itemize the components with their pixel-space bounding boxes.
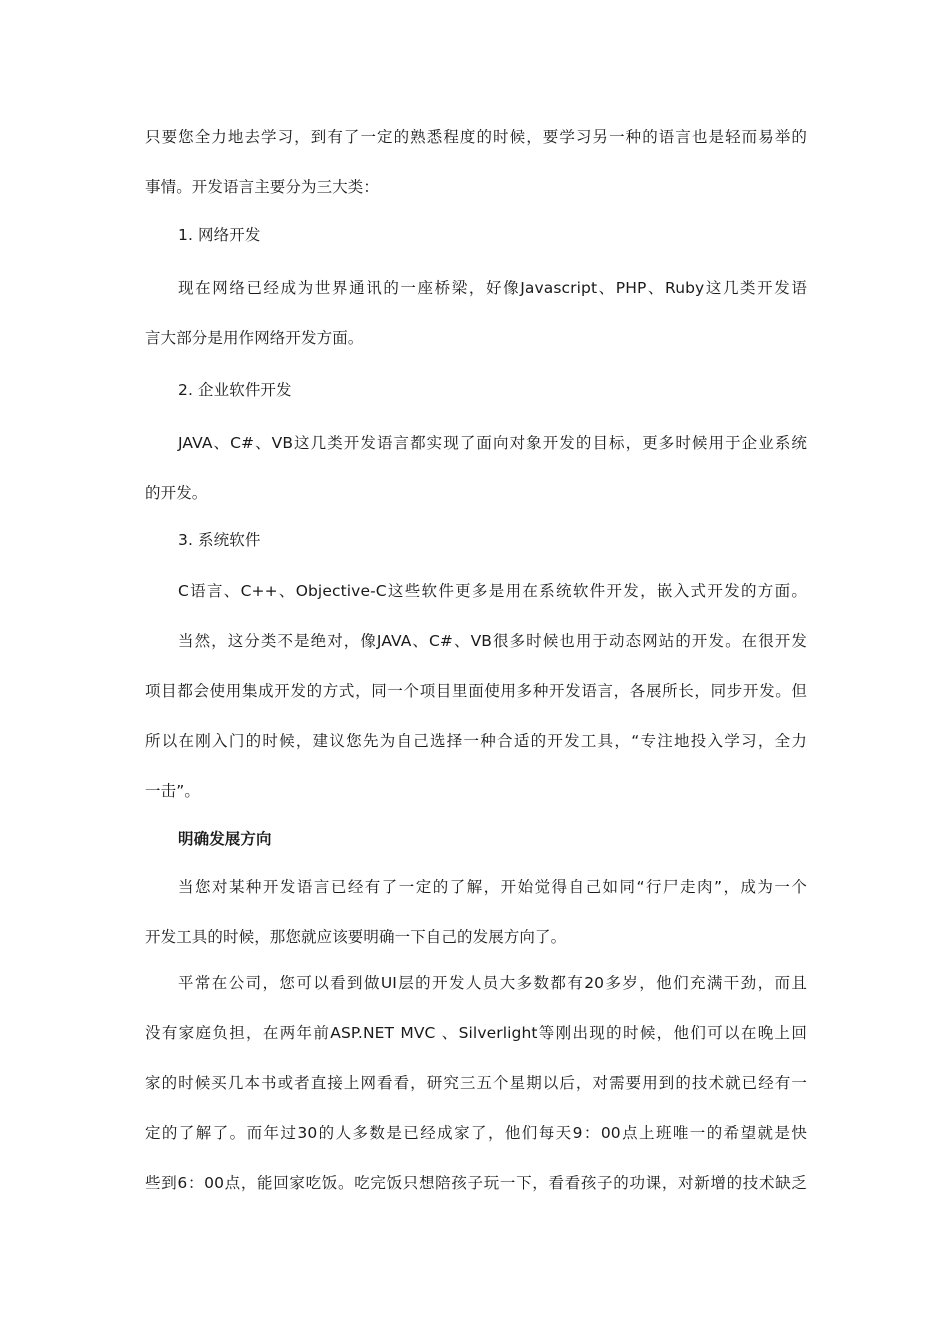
paragraph-line: 事情。开发语言主要分为三大类： (145, 178, 380, 196)
paragraph-line: 项目都会使用集成开发的方式，同一个项目里面使用多种开发语言，各展所长，同步开发。但 (145, 682, 807, 700)
section-title: 明确发展方向 (178, 830, 272, 848)
paragraph-line: 平常在公司，您可以看到做UI层的开发人员大多数都有20多岁，他们充满干劲，而且 (178, 974, 807, 992)
section-heading-3: 3. 系统软件 (178, 531, 261, 549)
paragraph-line: 现在网络已经成为世界通讯的一座桥梁，好像Javascript、PHP、Ruby这几类开发语 (178, 279, 807, 297)
paragraph-line: 开发工具的时候，那您就应该要明确一下自己的发展方向了。 (145, 928, 567, 946)
section-heading-2: 2. 企业软件开发 (178, 381, 292, 399)
paragraph-line: 当您对某种开发语言已经有了一定的了解，开始觉得自己如同“行尸走肉”，成为一个 (178, 878, 807, 896)
section-heading-1: 1. 网络开发 (178, 226, 261, 244)
paragraph-line: JAVA、C#、VB这几类开发语言都实现了面向对象开发的目标，更多时候用于企业系统 (178, 434, 807, 452)
paragraph-line: 当然，这分类不是绝对，像JAVA、C#、VB很多时候也用于动态网站的开发。在很开发 (178, 632, 807, 650)
paragraph-line: 所以在刚入门的时候，建议您先为自己选择一种合适的开发工具，“专注地投入学习，全力 (145, 732, 807, 750)
paragraph-line: 些到6：00点，能回家吃饭。吃完饭只想陪孩子玩一下，看看孩子的功课，对新增的技术缺乏 (145, 1174, 807, 1192)
paragraph-line: 定的了解了。而年过30的人多数是已经成家了，他们每天9：00点上班唯一的希望就是快 (145, 1124, 807, 1142)
paragraph-line: 只要您全力地去学习，到有了一定的熟悉程度的时候，要学习另一种的语言也是轻而易举的 (145, 128, 807, 146)
paragraph-line: 没有家庭负担，在两年前ASP.NET MVC 、Silverlight等刚出现的时候，他们可以在晚上回 (145, 1024, 807, 1042)
paragraph-line: C语言、C++、Objective-C这些软件更多是用在系统软件开发，嵌入式开发的方面。 (178, 582, 807, 600)
paragraph-line: 家的时候买几本书或者直接上网看看，研究三五个星期以后，对需要用到的技术就已经有一 (145, 1074, 807, 1092)
paragraph-line: 言大部分是用作网络开发方面。 (145, 329, 364, 347)
paragraph-line: 的开发。 (145, 484, 208, 502)
paragraph-line: 一击”。 (145, 782, 200, 800)
